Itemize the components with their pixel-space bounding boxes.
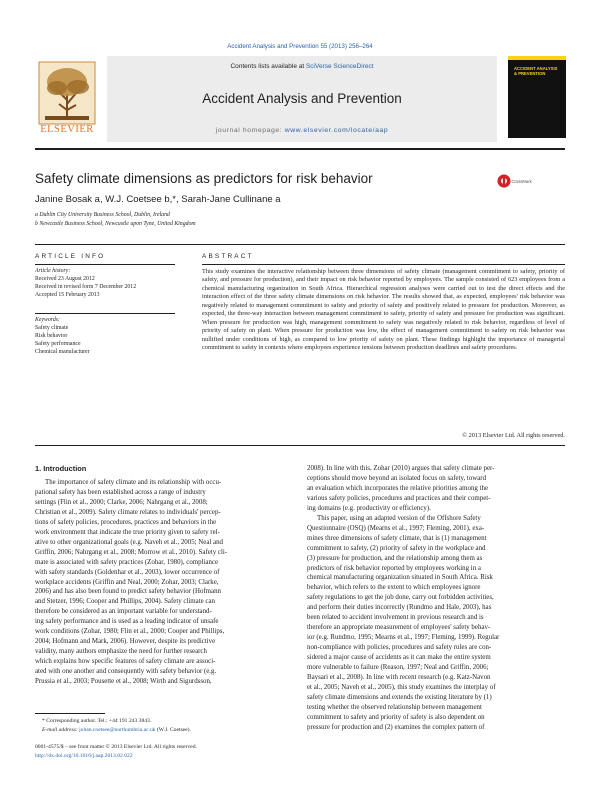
- text-line: ing safety performance and is used as a leading indicator of unsafe: [35, 618, 219, 626]
- abstract-end-divider: [35, 445, 565, 446]
- text-line: ior (e.g. Rundmo, 1995; Mearns et al., 1997; Fleming, 1999). Regular: [307, 634, 500, 642]
- section-divider: [35, 244, 565, 245]
- svg-text:CrossMark: CrossMark: [511, 179, 532, 184]
- publisher-name: ELSEVIER: [40, 124, 94, 135]
- text-line: more vulnerable to failure (Reason, 1997; Neal and Griffin, 2006;: [307, 664, 489, 672]
- doi-text[interactable]: http://dx.doi.org/10.1016/j.aap.2013.02.022: [35, 753, 133, 759]
- contents-prefix: Contents lists available at: [230, 63, 306, 70]
- journal-cover-image: [508, 56, 566, 138]
- text-line: mines three dimensions of safety climate, that is (1) management: [307, 534, 487, 542]
- text-line: therefore be considered as an important variable for understand-: [35, 608, 212, 616]
- abstract-rule: [202, 264, 565, 265]
- text-line: pational safety has been established across a range of industry: [35, 488, 206, 496]
- header-divider: [35, 148, 565, 150]
- copyright-notice: © 2013 Elsevier Ltd. All rights reserved.: [462, 432, 565, 439]
- journal-title: Accident Analysis and Prevention: [202, 91, 402, 106]
- text-line: ceptions should move beyond an isolated focus on safety, toward: [307, 474, 487, 482]
- abstract-heading: ABSTRACT: [202, 253, 254, 260]
- intro-column-right: [307, 464, 565, 733]
- homepage-link[interactable]: www.elsevier.com/locate/aap: [284, 127, 389, 134]
- text-line: ated with one another and consequently with safety behavior (e.g.: [35, 668, 217, 676]
- text-line: non-compliance with policies, procedures and safety rules are con-: [307, 644, 492, 652]
- masthead: [35, 56, 565, 142]
- keyword: Safety performance: [35, 341, 81, 347]
- text-line: predictors of risk behavior reported by employees working in a: [307, 564, 481, 572]
- email-note: [42, 727, 191, 733]
- corresponding-author-note: * Corresponding author. Tel.: +44 191 243 3843.: [42, 718, 152, 724]
- email-suffix: (W.J. Coetsee).: [155, 727, 191, 733]
- section-heading-introduction: 1. Introduction: [35, 464, 87, 473]
- history-label: Article history:: [35, 268, 71, 274]
- journal-header-box: [107, 56, 497, 142]
- text-line: safety regulations to get the job done, carry out forbidden activities,: [307, 594, 494, 602]
- text-line: commitment to safety, (2) priority of safety in the workplace and: [307, 544, 486, 552]
- text-line: Griffin, 2006; Nahrgang et al., 2008; Morrow et al., 2010). Safety cli-: [35, 548, 228, 556]
- text-line: The importance of safety climate and its relationship with occu-: [45, 479, 222, 486]
- text-line: Questionnaire (OSQ) (Mearns et al., 1997; Fleming, 2001), exa-: [307, 524, 485, 532]
- cover-stripe: [508, 56, 566, 60]
- text-line: behavior, which refers to the extent to which employees ignore: [307, 584, 481, 592]
- text-line: Baysari et al., 2008). In line with recent research (e.g. Katz-Navon: [307, 674, 491, 682]
- email-label: E-mail address:: [42, 727, 80, 733]
- issn-line: 0001-4575/$ – see front matter © 2013 Elsevier Ltd. All rights reserved.: [35, 744, 197, 750]
- text-line: with safety standards (Goldenhar et al., 2003), lower occurrence of: [35, 568, 220, 576]
- text-line: sidered a major cause of accidents as it can make the entire system: [307, 654, 491, 662]
- text-line: pressure for production and (2) examines the complex pattern of: [307, 723, 485, 731]
- text-line: an evaluation which incorporates the relative priorities among the: [307, 484, 489, 492]
- affiliation-b: b Newcastle Business School, Newcastle upon Tyne, United Kingdom: [35, 221, 196, 227]
- keywords-label: Keywords:: [35, 317, 60, 323]
- text-line: commitment to safety and priority of safety is also dependent on: [307, 713, 485, 721]
- text-line: 2008). In line with this, Zohar (2010) argues that safety climate per-: [307, 465, 495, 472]
- history-accepted: Accepted 15 February 2013: [35, 292, 100, 298]
- text-line: Prussia et al., 2003; Pousette et al., 2008; Wirth and Sigurdsson,: [35, 678, 212, 686]
- keyword: Risk behavior: [35, 333, 68, 339]
- text-line: been related to accident involvement in previous research and is: [307, 614, 484, 622]
- text-line: settings (Flin et al., 2000; Clarke, 2006; Nahrgang et al., 2008;: [35, 498, 208, 506]
- crossmark-icon[interactable]: [497, 172, 532, 190]
- keyword: Chemical manufacturer: [35, 349, 90, 355]
- cover-title: ACCIDENT ANALYSIS & PREVENTION: [514, 66, 558, 77]
- text-line: tions of safety policies, procedures, practices and behaviors in the: [35, 518, 217, 526]
- text-line: Christian et al., 2009). Safety climate relates to individuals' percep-: [35, 508, 221, 516]
- history-received: Received 23 August 2012: [35, 276, 95, 282]
- email-link[interactable]: johan.coetsee@northumbria.ac.uk: [79, 727, 156, 733]
- text-line: work conditions (Zohar, 1980; Flin et al., 2000; Cooper and Phillips,: [35, 628, 225, 636]
- text-line: which explains how specific features of safety climate are associ-: [35, 658, 216, 666]
- sciencedirect-link[interactable]: SciVerse ScienceDirect: [305, 63, 374, 70]
- keyword: Safety climate: [35, 325, 69, 331]
- text-line: ative to other organizational goals (e.g. Naveh et al., 2005; Neal and: [35, 538, 223, 546]
- text-line: therefore an appropriate measurement of employees' safety behav-: [307, 624, 491, 632]
- article-info-heading: ARTICLE INFO: [35, 253, 106, 260]
- text-line: and Stetzer, 1996; Cooper and Phillips, 2004). Safety climate can: [35, 598, 215, 606]
- history-revised: Received in revised form 7 December 2012: [35, 284, 137, 290]
- text-line: and perform their duties incorrectly (Rundmo and Hale, 2003), has: [307, 604, 492, 612]
- text-line: et al., 2005; Naveh et al., 2005), this study examines the interplay of: [307, 683, 496, 691]
- keywords-rule: [35, 313, 175, 314]
- journal-citation: Accident Analysis and Prevention 55 (2013) 256–264: [227, 43, 373, 50]
- author-list: Janine Bosak a, W.J. Coetsee b,*, Sarah-Jane Cullinane a: [35, 194, 281, 205]
- text-line: workplace accidents (Griffin and Neal, 2000; Zohar, 2003; Clarke,: [35, 578, 219, 586]
- text-line: 2004; Hofmann and Mark, 2006). However, despite its predictive: [35, 638, 216, 646]
- text-line: This paper, using an adapted version of the Offshore Safety: [317, 514, 481, 522]
- text-line: ing domains (e.g. productivity or efficiency).: [307, 504, 431, 512]
- text-line: safety climate dimensions and extends the existing literature by (1): [307, 693, 492, 701]
- text-line: mate is associated with safety practices (Zohar, 1980), compliance: [35, 558, 219, 566]
- text-line: validity, many authors emphasize the need for further research: [35, 648, 207, 656]
- homepage-prefix: journal homepage:: [215, 127, 285, 134]
- text-line: (3) pressure for production, and the relationship among them as: [307, 554, 483, 562]
- text-line: testing whether the observed relationship between management: [307, 703, 482, 711]
- affiliation-a: a Dublin City University Business School, Dublin, Ireland: [35, 212, 170, 218]
- homepage-line: [107, 127, 497, 134]
- info-rule: [35, 264, 175, 265]
- article-title: Safety climate dimensions as predictors for risk behavior: [35, 171, 373, 186]
- elsevier-tree-logo-icon: [35, 56, 99, 130]
- doi-link[interactable]: [35, 753, 133, 759]
- intro-column-left: [35, 478, 293, 687]
- contents-line: [107, 63, 497, 70]
- text-line: 2006) and has also been found to predict safety behavior (Hofmann: [35, 588, 221, 596]
- text-line: various safety policies, procedures and practices and their compet-: [307, 494, 491, 502]
- text-line: chemical manufacturing organization situated in South Africa. Risk: [307, 574, 493, 582]
- footnote-rule: [35, 713, 105, 714]
- abstract-text: This study examines the interactive relationship between three dimensions of safety climate (management commitment to safety, priority of safety, and pressure for production), and their impact on risk behavior reported by employees. The sample consisted of 623 employees from a chemical manufacturing organization in South Africa. Hierarchical regression analyses were carried out to test the direct effects and the interaction effect of the three safety climate dimensions on risk behavior. The results showed that, as expected, employees' risk behavior was negatively related to management commitment to safety and priority of safety and positively related to pressure for production. Moreover, as expected, the three-way interaction between management commitment to safety, priority of safety and pressure for production was significant. When pressure for production was high, management commitment to safety was negatively related to risk behavior, regardless of level of priority of safety on plant. When pressure for production was low, the effect of management commitment to safety on risk behavior was nullified under conditions of high, as compared to low priority of safety on plant. These findings highlight the importance of managerial commitment to safety in contexts where employees experience tensions between production deadlines and safety procedures.: [202, 268, 565, 352]
- text-line: work environment that indicate the true priority given to safety rel-: [35, 528, 220, 536]
